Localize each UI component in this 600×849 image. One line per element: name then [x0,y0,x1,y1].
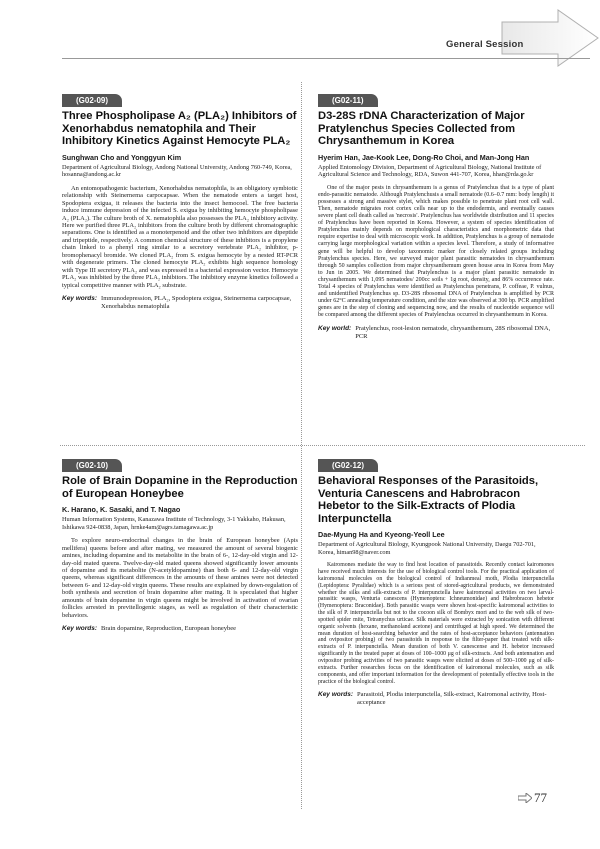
keywords-label: Key words: [62,295,98,303]
abstract-keywords [318,325,554,341]
keywords-text: Brain dopamine, Reproduction, European honeybee [101,625,237,633]
abstract-title: Behavioral Responses of the Parasitoids, Venturia Canescens and Habrobracon Hebetor to the Silk-Extracts of Plodia Interpunctella [318,475,539,525]
abstract-affiliation: Human Information Systems, Kanazawa Institute of Technology, 3-1 Yakkaho, Hakusan, Ishikawa 924-0838, Japan, hrnke4am@agrs.tamagawa.ac.jp [62,516,286,531]
abstract-keywords [318,691,554,707]
abstract-title: Three Phospholipase A₂ (PLA₂) Inhibitors of Xenorhabdus nematophila and Their Inhibitory Kinetics Against Hemocyte PLA₂ [62,110,297,147]
keywords-label: Key words: [62,625,98,633]
abstract-body: Kairomones mediate the way to find host location of parasitoids. Recently contact kairomones have received much interests for the use of biological control tools. For the practical application of kairomonal molecules on the biological control of Indianmeal moth, Plodia interpunctella (Lepidoptera: Pyralidae) which is a serious pest of stored-agricultural products, we demonstrated whether the silks and silk-extracts of P. interpunctella have kairomonal activities on two larval-parasitic wasps, Venturia canescens (Hymenoptera: Ichneumonidae) and Habrobracon hebetor (Hymenoptera: Braconidae). Both parasitic wasps were shown host-specific kairomonal activities to the silk of P. interpunctella but not to the cocoon silk of Bombyx mori and to the web silk of two-spotted spider mite, Tetranychus urticae. Silk materials were extracted by sonication with different organic solvents (hexane, methanoland acetone) and centrifuged at high speed. We determined the mean duration of host-searching behavior and the rates of host-acceptance behaviors (antennation and ovipositor probing) of two parasitoids in response to the filter-paper that treated with silk-extracts of P. interpunctella. Mean duration of both V. canescense and H. hebetor increased significantly in the treated paper at doses of 100–1000 μg of silk-extracts. And both antennation and ovipositor probing activities of two parasitic wasps were elicited at doses of 500–1000 μg of silk-extracts. Further researches focus on the identification of kairomonal molecules, such as silk components, and offer important information for the development of potentially effective tools in the practice of the biological control. [318,562,554,685]
abstract-body: One of the major pests in chrysanthemum is a genus of Pratylenchus that is a type of plant endo-parasitic nematode. Although Pratylenchusis a small nematode (0.6–0.7 mm: body length) it possesses a strong and massive stylet, which makes possible to penetrate plant root cell wall. Then, nematode migrates root cortex cells near up to the endodermis, and eventually causes severe plant cell death called as 'necrosis'. Pratylenchus has worldwide distribution and 11 species of Pratylenchus have been reported in Korea. However, a system of species identification of Pratylenchus mainly depends on morphological characteristics and morphometric data that require expertise to deal with microscopic work. In addition, Pratylenchus is a group of nematode carrying large morphological variation within a species level. Therefore, a study of informative gene will be helpful to develop taxonomic marker for closely related groups including Pratylenchus species. Here, we surveyed major plant parasitic nematodes in chrysanthemum through 50 samples collection from major chrysanthemum green house area in Korea from May to Jun in 2005. We determined that Pratylenchus is a major plant parasitic nematode in chrysanthemum with 1,095 nematodes/ 200cc soils + 1g root, density, and 86% occurrence rate. Total 4 species of Pratylenchus were identified as Pratylenchus penetrans, P. coffeae, P. vulnus, and unidentified Pratylenchus sp. D3-28S ribosomal DNA of Pratylenchus is amplified by PCR under 62°C annealing temperature condition, and the size was observed at 300 bp. PCR amplified genes are in the step of cloning and sequencing now, and the results of nucleotide sequence will be compared among the different species of Pratylenchus occurred in chrysanthemum in Korea. [318,184,554,319]
abstract-title: D3-28S rDNA Characterization of Major Pratylenchus Species Collected from Chrysanthemum in Korea [318,110,525,147]
abstract-id-badge: (G02-12) [318,459,378,472]
abstract-authors: Sunghwan Cho and Yonggyun Kim [62,152,182,162]
abstract-affiliation: Department of Agricultural Biology, Kyungpook National University, Daegu 702-701, Korea, himan98@naver.com [318,541,536,556]
abstract-id-badge: (G02-11) [318,94,378,107]
keywords-label: Key words: [318,691,354,699]
keywords-text: Immunodepression, PLA₂, Spodoptera exigua, Steinernema carpocapsae, Xenorhabdus nematophila [101,295,292,310]
abstract-g02-12 [318,455,554,707]
abstract-g02-11 [318,90,554,341]
abstract-keywords [62,295,298,311]
page-arrow-icon [518,793,532,803]
row-divider [60,445,585,446]
abstract-id-badge: (G02-09) [62,94,122,107]
header-rule [62,58,590,59]
abstract-authors: K. Harano, K. Sasaki, and T. Nagao [62,505,181,514]
abstract-id-badge: (G02-10) [62,459,122,472]
keywords-text: Parasitoid, Plodia interpunctella, Silk-extract, Kairomonal activity, Host-acceptance [357,691,547,707]
abstract-body: To explore neuro-endocrinal changes in the brain of European honeybee (Apis mellifera) queens before and after mating, we measured the amount of several biogenic amines, including dopamine and its metabolite in the brain of 6-, 12-day-old virgin and 12-day-old mated queens. Twelve-day-old mated queens showed significantly lower amounts of dopamine and its metabolite (N-acetyldopamine) than both 6- and 12-day-old virgin queens, whereas significant differences in the amounts of these amines were not detected between 6- and 12-day-old virgin queens. These results are explained by down-regulation of both synthesis and secretion of brain dopamine after mating. It is speculated that higher amounts of brain dopamine in virgin queens might be involved in activation of ovarian follicles arrested in previtellogenic stages, as well as regulation of their characteristic behaviors. [62,537,298,619]
abstract-authors: Hyerim Han, Jae-Kook Lee, Dong-Ro Choi, and Man-Jong Han [318,152,530,162]
session-label: General Session [446,39,524,50]
abstract-g02-09 [62,90,298,311]
abstract-affiliation: Department of Agricultural Biology, Andong National University, Andong 760-749, Korea, hosanna@andong.ac.kr [62,163,292,179]
abstract-authors: Dae-Myung Ha and Kyeong-Yeoll Lee [318,530,445,539]
abstract-title: Role of Brain Dopamine in the Reproduction of European Honeybee [62,475,298,500]
abstract-keywords [62,625,298,633]
abstract-affiliation: Applied Entomology Division, Department of Agricultural Biology, National Institute of Agricultural Science and Technology, RDA, Suwon 441-707, Korea, hhan@rda.go.kr [318,163,542,179]
abstract-body: An entomopathogenic bacterium, Xenorhabdus nematophila, is an obligatory symbiotic relationship with Steinernema carpocapsae. When the nematode enters a target host, Spodoptera exigua, it releases the bacteria into the insect hemocoel. The free bacteria induce immune depression of the infected S. exigua by inhibiting hemocyte phospholipase A₂ (PLA₂). The culture broth of X. nematophila also possesses the PLA₂ inhibitory activity. Here we purified three PLA₂ inhibitors from the culture broth by different chromatographic separations. One is identified as a monoterpenoid and the other two inhibitors are dipeptide and tripeptide, respectively. A common chemical structure of these inhibitors is a propylene chain linked to a phenyl ring similar to a secretory vertebrate PLA₂ inhibitor, p-bromophenacyl bromide. We cloned PLA₂ from S. exigua hemocyte by a nested RT-PCR with degenerate primers. The cloned hemocyte PLA₂ exhibits high sequence homology with Type III secretory PLA₂ and was expressed in a bacterial expression vector. Hemocyte PLA₂ was inhibited by the three PLA₂ inhibitors. The inhibitory enzyme kinetics followed a typical competitive manner with PLA₂ substrate. [62,184,298,289]
page-number: 77 [534,790,547,805]
keywords-text: Pratylenchus, root-lesion nematode, chrysanthemum, 28S ribosomal DNA, PCR [355,325,551,341]
abstract-g02-10 [62,455,298,633]
keywords-label: Key world: [318,325,352,333]
